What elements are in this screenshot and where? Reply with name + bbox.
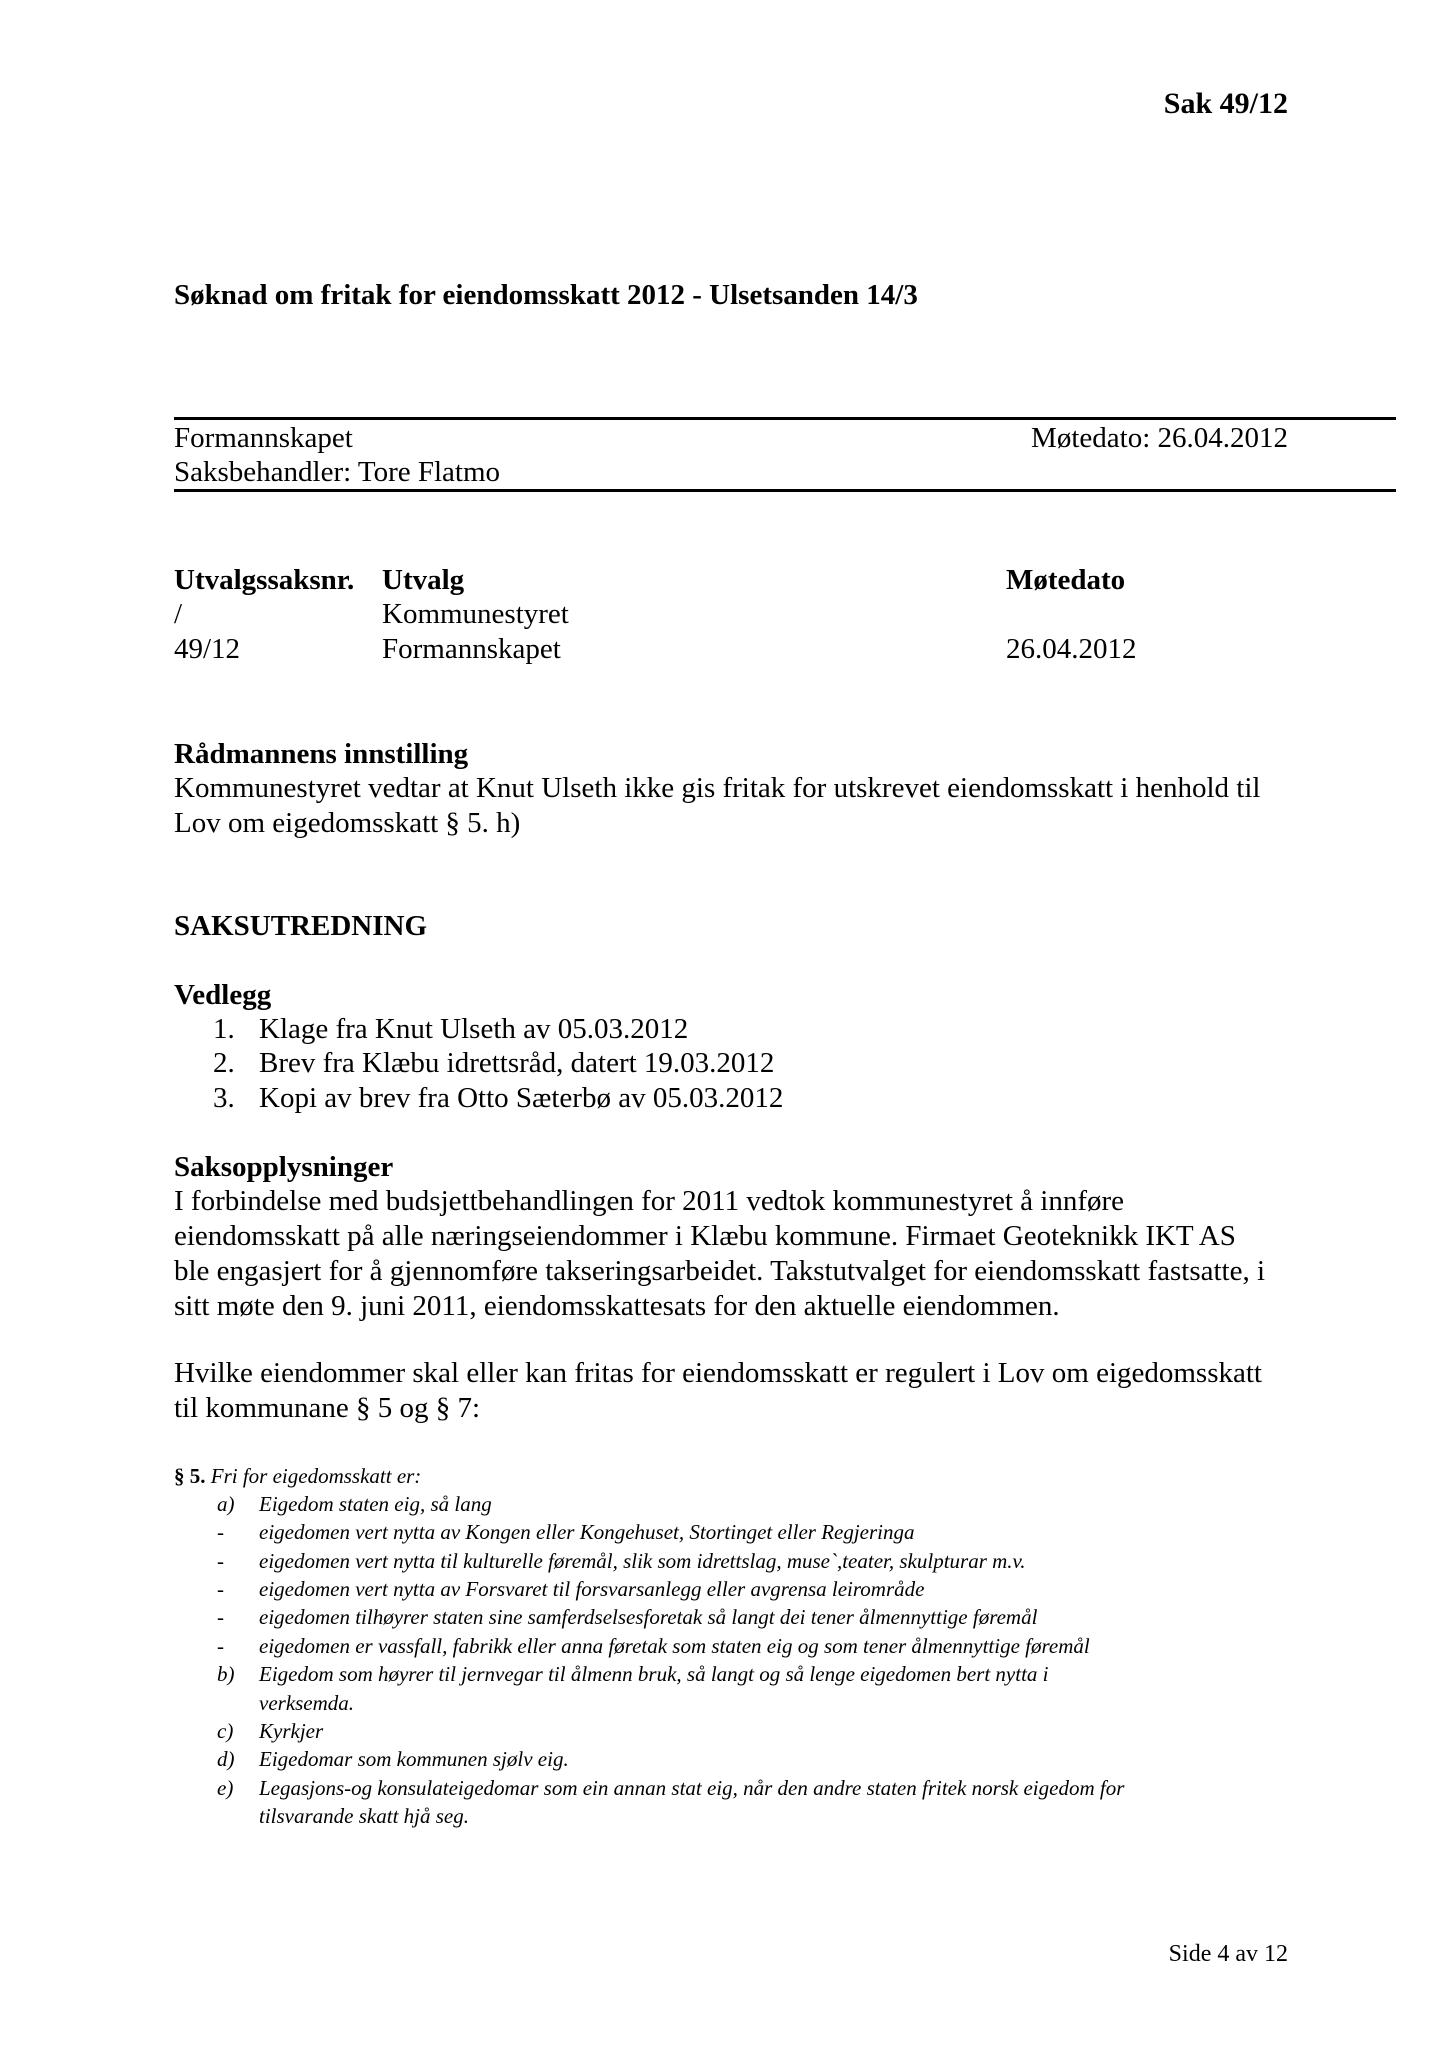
law-item-continuation: tilsvarande skatt hjå seg. [259,1804,469,1828]
recommendation-line: Kommunestyret vedtar at Knut Ulseth ikke gis fritak for utskrevet eiendomsskatt i henhold til [174,772,1261,804]
paragraph-line: ble engasjert for å gjennomføre takseringsarbeidet. Takstutvalget for eiendomsskatt fastsatte, i [174,1255,1266,1287]
law-item [217,1717,323,1745]
committee-name: Formannskapet [174,422,353,454]
law-item-text: eigedomen tilhøyrer staten sine samferdselsesforetak så langt dei tener ålmennyttige føremål [259,1605,1038,1629]
law-item-text: Legasjons-og konsulateigedomar som ein annan stat eig, når den andre staten fritek norsk eigedom for [259,1776,1125,1800]
recommendation-line: Lov om eigedomsskatt § 5. h) [174,807,521,839]
table-row-2-date: 26.04.2012 [1006,633,1137,665]
law-item [217,1774,1124,1802]
law-item-marker: e) [217,1776,234,1800]
attachment-number: 2. [213,1047,235,1079]
law-item-marker: - [217,1577,224,1601]
case-info-paragraph-2 [174,1356,1374,1426]
table-row-1-case-no: / [174,598,183,630]
page-number: Side 4 av 12 [1168,1941,1288,1967]
table-header-committee: Utvalg [382,564,465,596]
attachment-number: 3. [213,1082,235,1114]
law-item [217,1575,924,1603]
top-rule [174,417,1396,420]
document-title: Søknad om fritak for eiendomsskatt 2012 - Ulsetsanden 14/3 [174,279,918,311]
paragraph-line: sitt møte den 9. juni 2011, eiendomsskattesats for den aktuelle eiendommen. [174,1290,1060,1322]
law-section-intro: Fri for eigedomsskatt er: [210,1464,422,1488]
attachments-heading: Vedlegg [174,979,272,1011]
law-item-text: eigedomen vert nytta av Forsvaret til forsvarsanlegg eller avgrensa leirområde [259,1577,925,1601]
law-item-continuation: verksemda. [259,1691,355,1715]
paragraph-line: til kommunane § 5 og § 7: [174,1392,481,1424]
law-item [217,1603,1037,1631]
law-item [217,1745,569,1773]
attachment-item [213,1012,688,1047]
attachment-text: Brev fra Klæbu idrettsråd, datert 19.03.2012 [259,1047,775,1079]
meeting-date: Møtedato: 26.04.2012 [1031,422,1288,454]
attachment-number: 1. [213,1013,235,1045]
law-item-marker: - [217,1520,224,1544]
law-item-marker: b) [217,1662,235,1686]
law-item-marker: c) [217,1719,234,1743]
law-item [217,1660,1049,1688]
attachment-text: Klage fra Knut Ulseth av 05.03.2012 [259,1013,689,1045]
paragraph-line: I forbindelse med budsjettbehandlingen for 2011 vedtok kommunestyret å innføre [174,1185,1125,1217]
law-quote-intro [174,1462,421,1490]
law-item [217,1547,1026,1575]
table-row-2-committee: Formannskapet [382,633,561,665]
table-header-date: Møtedato [1006,564,1126,596]
law-item [217,1632,1090,1660]
law-item-text: Eigedom staten eig, så lang [259,1492,492,1516]
law-item-marker: - [217,1634,224,1658]
attachment-text: Kopi av brev fra Otto Sæterbø av 05.03.2012 [259,1082,784,1114]
case-reference: Sak 49/12 [1163,87,1288,120]
law-item-text: eigedomen vert nytta til kulturelle føremål, slik som idrettslag, muse`,teater, skulpturar m.v. [259,1549,1026,1573]
law-item-text: Kyrkjer [259,1719,324,1743]
attachment-item [213,1046,774,1081]
recommendation-heading: Rådmannens innstilling [174,738,469,770]
section-heading: SAKSUTREDNING [174,910,427,942]
law-item-marker: - [217,1549,224,1573]
law-item [217,1518,915,1546]
law-item-text: eigedomen er vassfall, fabrikk eller anna føretak som staten eig og som tener ålmennyttige føremål [259,1634,1090,1658]
recommendation-text [174,771,1374,841]
law-item-marker: - [217,1605,224,1629]
law-section-number: § 5. [174,1464,206,1488]
bottom-rule [174,489,1396,492]
table-row-1-committee: Kommunestyret [382,598,569,630]
attachment-item [213,1081,783,1116]
law-item [217,1490,492,1518]
law-item-text: eigedomen vert nytta av Kongen eller Kongehuset, Stortinget eller Regjeringa [259,1520,915,1544]
law-item-text: Eigedomar som kommunen sjølv eig. [259,1747,569,1771]
case-officer: Saksbehandler: Tore Flatmo [174,456,501,488]
law-item-marker: a) [217,1492,235,1516]
table-row-2-case-no: 49/12 [174,633,241,665]
paragraph-line: Hvilke eiendommer skal eller kan fritas for eiendomsskatt er regulert i Lov om eigedomsskatt [174,1357,1262,1389]
law-item-marker: d) [217,1747,235,1771]
law-item-text: Eigedom som høyrer til jernvegar til ålmenn bruk, så langt og så lenge eigedomen bert nytta i [259,1662,1049,1686]
table-header-case-no: Utvalgssaksnr. [174,564,355,596]
case-info-paragraph-1 [174,1184,1374,1324]
paragraph-line: eiendomsskatt på alle næringseiendommer i Klæbu kommune. Firmaet Geoteknikk IKT AS [174,1220,1236,1252]
case-info-heading: Saksopplysninger [174,1151,394,1183]
